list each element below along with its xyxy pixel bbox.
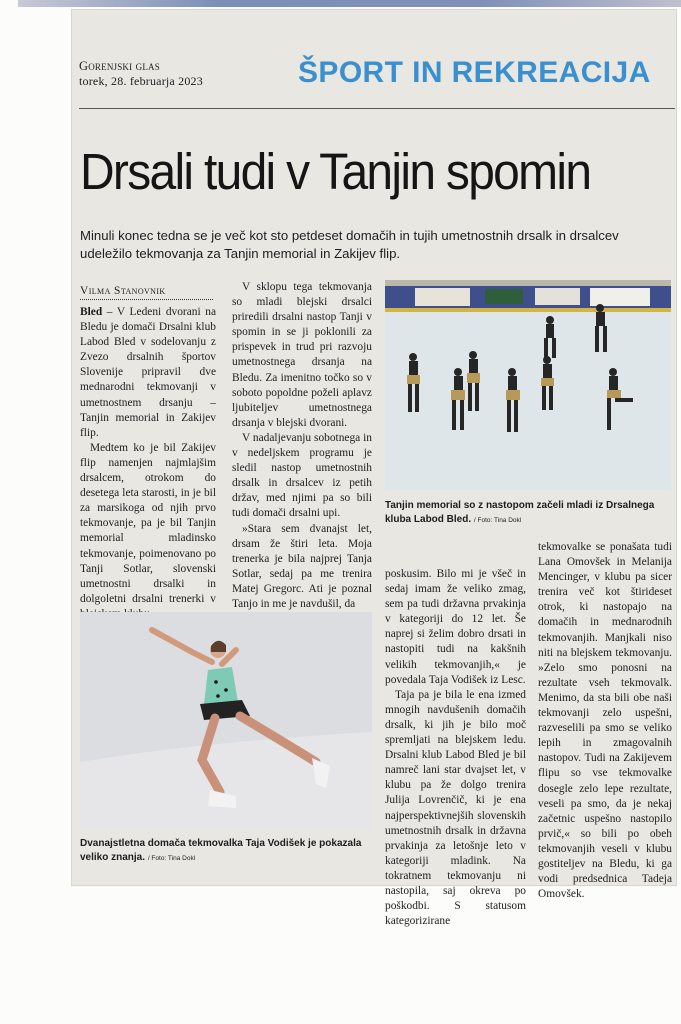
photo-credit: / Foto: Tina Dokl — [473, 517, 522, 524]
publication-name: Gorenjski glas — [79, 59, 160, 73]
headline: Drsali tudi v Tanjin spomin — [80, 143, 591, 200]
photo-caption-group — [385, 499, 671, 528]
photo-solo-skater — [80, 612, 372, 830]
article-column-1 — [80, 305, 216, 622]
dateline: Bled — [80, 306, 103, 318]
issue-date: torek, 28. februarja 2023 — [79, 74, 203, 88]
byline: Vilma Stanovnik — [80, 285, 213, 300]
paragraph: Taja pa je bila le ena izmed mnogih navdušenih domačih drsalk, ki jih je bilo moč spremljati na blejskem ledu. Drsalni klub Labod Bled je bil namreč lani star dvajset let, v klubu pa že dolgo trenira Julija Lovrenčič, ki je ena najperspektivnejših slovenskih umetnostnih drsalk in državna prvakinja za letošnje leto v kategoriji mladink. Na tokratnem tekmovanju ni nastopila, saj okreva po poškodbi. S statusom kategorizirane — [385, 688, 526, 928]
paragraph: tekmovalke se ponašata tudi Lana Omovšek in Melanija Mencinger, v klubu pa sicer trenira več kot štirideset otrok, ki nastopajo na domačih in mednarodnih tekmovanjih. Manjkali niso niti na blejskem tekmovanju. »Zelo smo ponosni na rezultate vseh tekmovalk. Menimo, da sta bili obe naši tekmovanji zelo uspešni, razveselili pa smo se veliko lepih in zmagovalnih nastopov. Tudi na Zakijevem flipu so vse tekmovalke dosegle zelo lepe rezultate, veseli pa smo, da je nekaj začetnic uspešno nastopilo prvič,« so bili po obeh tekmovanjih veseli v klubu gostiteljev na Bledu, ki ga vodi predsednica Tadeja Omovšek. — [538, 541, 672, 901]
caption-text: Tanjin memorial so z nastopom začeli mladi iz Drsalnega kluba Labod Bled. — [385, 500, 655, 525]
photo-group-skaters-image — [385, 280, 671, 490]
photo-group-skaters — [385, 280, 671, 490]
section-title: ŠPORT IN REKREACIJA — [298, 56, 651, 89]
paragraph: V nadaljevanju sobotnega in v nedeljskem programu je sledil nastop umetnostnih drsalk in drsalcev iz petih držav, med njimi pa so bili tudi domači drsalni upi. — [232, 431, 372, 520]
masthead — [79, 59, 203, 89]
photo-caption-solo — [80, 837, 374, 866]
paragraph-text: – V Ledeni dvorani na Bledu je domači Drsalni klub Labod Bled v sodelovanju z Zvezo drsalnih športov Slovenije pripravil dve mednarodni tekmovanji v umetnostnem drsanju – Tanjin memorial in Zakijev flip. — [80, 306, 216, 439]
lead-paragraph: Minuli konec tedna se je več kot sto petdeset domačih in tujih umetnostnih drsalk in drsalcev udeležilo tekmovanja za Tanjin memorial in Zakijev flip. — [80, 228, 619, 261]
scan-top-edge — [18, 0, 681, 7]
paragraph — [80, 305, 216, 441]
header-rule — [79, 108, 675, 109]
article-column-2 — [232, 280, 372, 612]
paragraph: »Stara sem dvanajst let, drsam že štiri leta. Moja trenerka je bila najprej Tanja Sotlar, sedaj pa me trenira Matej Gregorc. Ati je poznal Tanjo in me je navdušil, da — [232, 522, 372, 610]
article-column-4 — [538, 540, 672, 902]
caption-text: Dvanajstletna domača tekmovalka Taja Vodišek je pokazala veliko znanja. — [80, 838, 362, 863]
paragraph: V sklopu tega tekmovanja so mladi blejski drsalci priredili drsalni nastop Tanji v spomin in se ji poklonili za prispevek in trud pri razvoju umetnostnega drsanja na Bledu. Za imenitno točko so v soboto popoldne poželi aplavz ljubiteljev umetnostnega drsanja v blejski dvorani. — [232, 281, 372, 429]
paragraph: poskusim. Bilo mi je všeč in sedaj imam že veliko zmag, sem pa tudi državna prvakinja v kategoriji do 12 let. Še naprej si želim dobro drsati in nastopiti tudi na kakšnih velikih tekmovanjih,« je povedala Taja Vodišek iz Lesc. — [385, 568, 526, 686]
photo-solo-skater-image — [80, 612, 372, 830]
photo-credit: / Foto: Tina Dokl — [147, 855, 196, 862]
paragraph: Medtem ko je bil Zakijev flip namenjen najmlajšim drsalcem, otrokom do desetega leta starosti, in je bil za marsikoga od njih prvo tekmovanje, pa je bil Tanjin memorial mladinsko tekmovanje, poimenovano po Tanji Sotlar, slovenski umetnostni drsalki in dolgoletni drsalni trenerki v — [80, 441, 216, 605]
article-column-3 — [385, 567, 526, 929]
